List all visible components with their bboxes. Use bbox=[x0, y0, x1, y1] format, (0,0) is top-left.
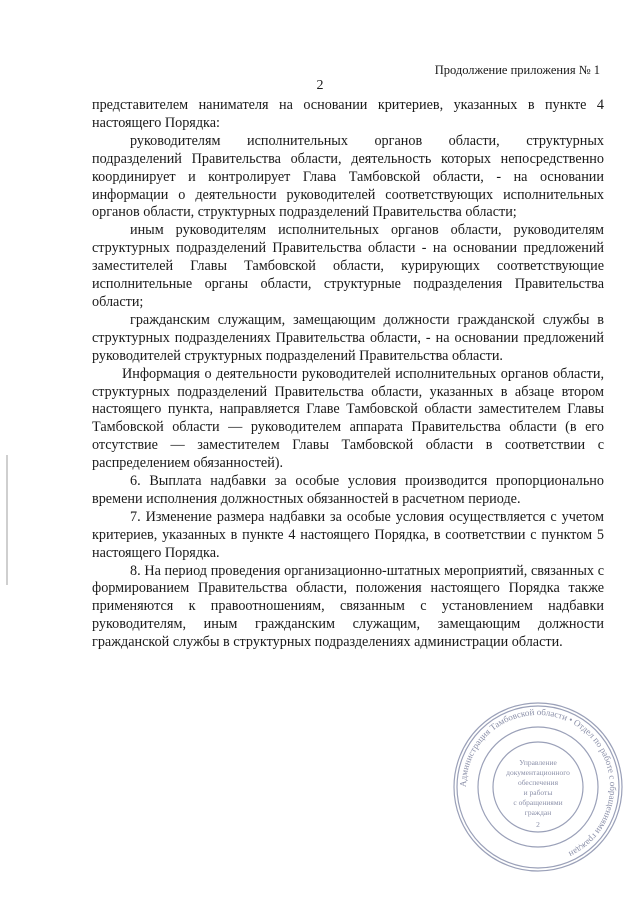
stamp-number: 2 bbox=[536, 820, 540, 829]
stamp-outer-text: Администрация Тамбовской области • Отдел по работе с обращениями граждан bbox=[457, 706, 619, 860]
document-body bbox=[92, 97, 604, 652]
paragraph-4: гражданским служащим, замещающим должности гражданской службы в структурных подразделениях Правительства области, - на основании предложений руководителей структурных подразделений Правительства области. bbox=[92, 311, 604, 364]
page-number: 2 bbox=[316, 78, 324, 93]
stamp-line-2: документационного bbox=[506, 768, 570, 777]
paragraph-6: 6. Выплата надбавки за особые условия производится пропорционально времени исполнения должностных обязанностей в расчетном периоде. bbox=[92, 473, 604, 507]
paragraph-3: иным руководителям исполнительных органов области, руководителям структурных подразделений Правительства области - на основании предложений заместителей Главы Тамбовской области, курирующих соответствующие исполнительные органы области, структурные подразделения Правительства области; bbox=[92, 222, 604, 310]
stamp-line-1: Управление bbox=[519, 758, 557, 767]
paragraph-7: 7. Изменение размера надбавки за особые условия осуществляется с учетом критериев, указанных в пункте 4 настоящего Порядка, в соответствии с пунктом 5 настоящего Порядка. bbox=[92, 508, 604, 561]
stamp-line-5: с обращениями bbox=[513, 798, 563, 807]
appendix-continuation-header: Продолжение приложения № 1 bbox=[434, 63, 600, 77]
stamp-rings bbox=[454, 703, 622, 871]
stamp-line-4: и работы bbox=[523, 788, 553, 797]
stamp-line-3: обеспечения bbox=[517, 778, 559, 787]
official-stamp bbox=[448, 697, 628, 877]
paragraph-1: представителем нанимателя на основании критериев, указанных в пункте 4 настоящего Порядка: bbox=[92, 97, 604, 131]
paragraph-5: Информация о деятельности руководителей исполнительных органов области, структурных подразделений Правительства области, указанных в абзаце втором настоящего пункта, направляется Главе Тамбовской области заместителем Главы Тамбовской области — руководителем аппарата Правительства области (в его отсутствие — заместителем Главы Тамбовской области в соответствии с распределением обязанностей). bbox=[92, 365, 604, 472]
paragraph-2: руководителям исполнительных органов области, структурных подразделений Правительства области, деятельность которых непосредственно координирует и контролирует Глава Тамбовской области, - на основании информации о деятельности руководителей соответствующих исполнительных органов области, структурных подразделений Правительства области; bbox=[92, 132, 604, 221]
scan-edge-mark bbox=[6, 455, 8, 585]
paragraph-8: 8. На период проведения организационно-штатных мероприятий, связанных с формированием Правительства области, положения настоящего Порядка также применяются к правоотношениям, связанным с установлением надбавки руководителям, иным гражданским служащим, замещающим должности гражданской службы в структурных подразделениях администрации области. bbox=[92, 562, 604, 651]
stamp-line-6: граждан bbox=[524, 808, 552, 817]
